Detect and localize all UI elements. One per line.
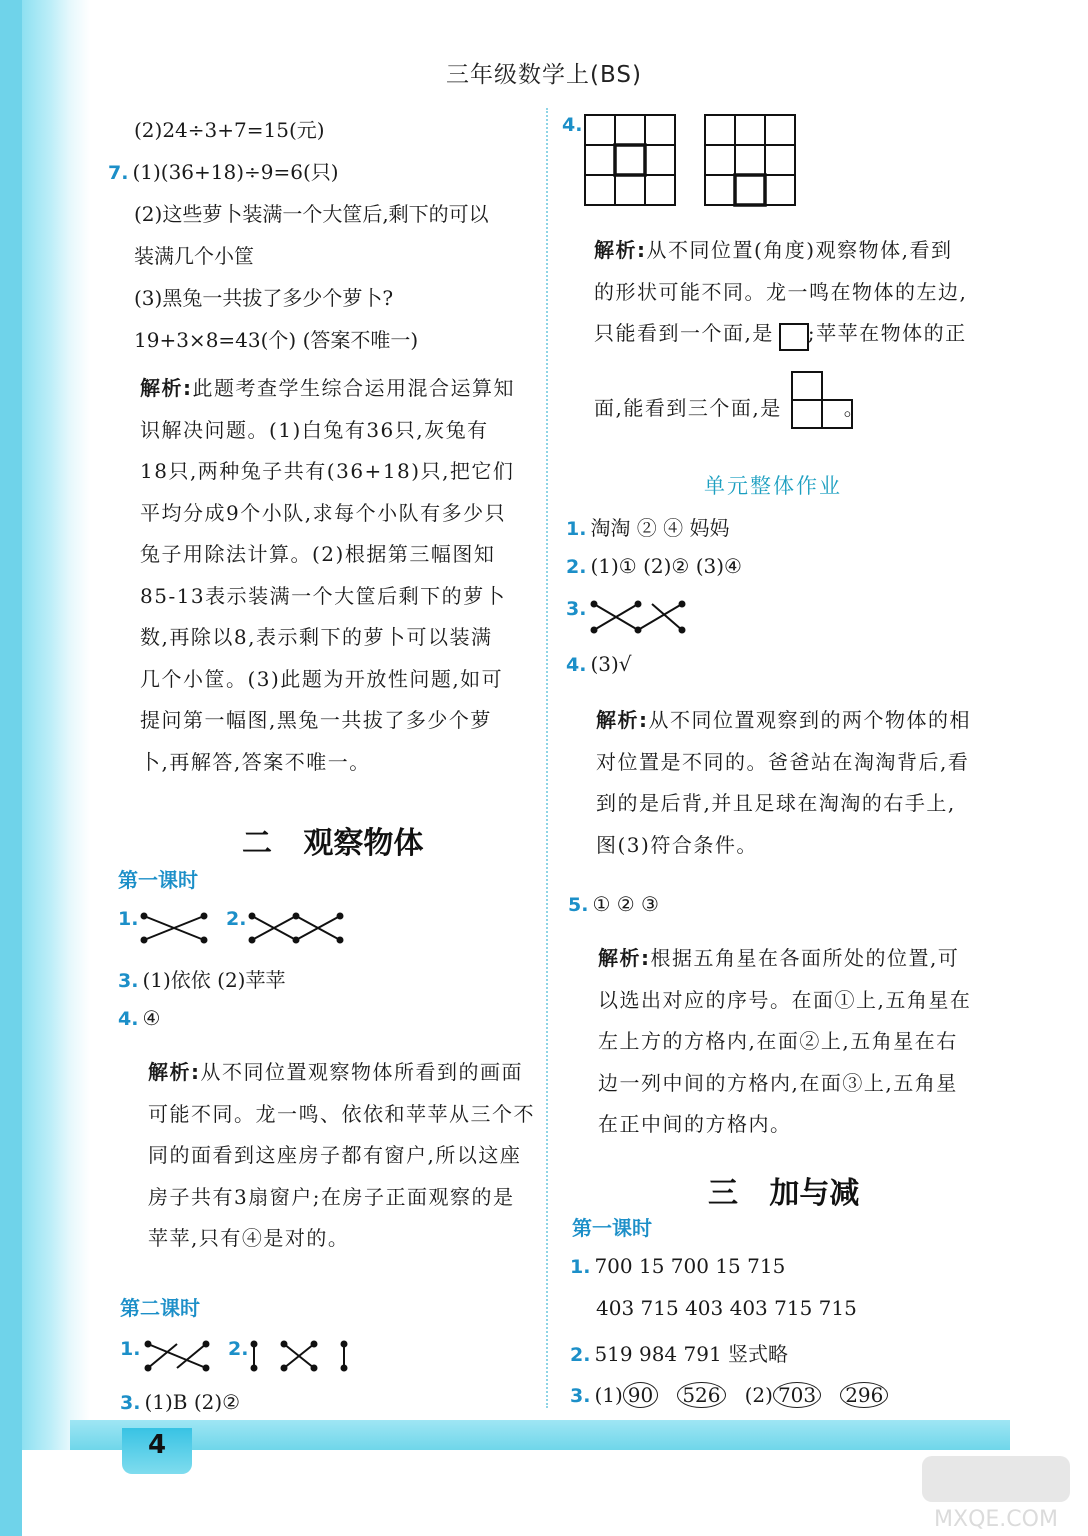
s2-q1-number: 1.: [118, 908, 139, 930]
u-q4-number: 4.: [566, 654, 587, 676]
left-decor-gradient: [22, 0, 70, 1450]
u-q1-answer: 淘淘 ② ④ 妈妈: [590, 516, 730, 540]
analysis-line: 识解决问题。(1)白兔有36只,灰兔有: [140, 417, 489, 442]
u-q2-number: 2.: [566, 556, 587, 578]
analysis-line: 数,再除以8,表示剩下的萝卜可以装满: [140, 625, 493, 649]
r-q4: [562, 112, 586, 136]
u-q2: [566, 554, 742, 578]
lesson-title-1: 第一课时: [118, 868, 198, 892]
q7-part2a: (2)这些萝卜装满一个大筐后,剩下的可以: [134, 202, 489, 226]
q7-part3: (3)黑兔一共拔了多少个萝卜?: [134, 286, 394, 310]
u-q2-answer: (1)① (2)② (3)④: [590, 554, 742, 578]
analysis-line: 可能不同。龙一鸣、依依和苹苹从三个不: [148, 1101, 535, 1126]
analysis-line: 兔子用除法计算。(2)根据第三幅图知: [140, 542, 496, 566]
analysis-line: 平均分成9个小队,求每个小队有多少只: [140, 500, 507, 525]
s3-q1-answer-a: 700 15 700 15 715: [594, 1254, 786, 1278]
page-header: 三年级数学上(BS): [446, 62, 642, 88]
s3-q2-number: 2.: [570, 1344, 591, 1366]
u-q4-answer: (3)√: [590, 652, 632, 676]
analysis-line: 此题考查学生综合运用混合运算知: [192, 376, 515, 400]
s2-q4-number: 4.: [118, 1008, 139, 1030]
circled-answer: 703: [773, 1382, 821, 1408]
analysis-line: 卜,再解答,答案不唯一。: [140, 749, 371, 774]
column-divider: [546, 108, 548, 1408]
circled-answer: 526: [677, 1382, 725, 1408]
analysis-line: 房子共有3扇窗户;在房子正面观察的是: [148, 1184, 515, 1209]
s2-q2-number: 2.: [226, 908, 247, 930]
s2-q3-number: 3.: [118, 970, 139, 992]
l2-q2-number: 2.: [228, 1338, 249, 1360]
q7-answer: 19+3×8=43(个) (答案不唯一): [134, 328, 419, 352]
matching-lines-3: [144, 1340, 210, 1372]
answer-line: (2)24÷3+7=15(元): [134, 118, 325, 142]
s2-q4-answer: ④: [142, 1006, 161, 1030]
s3-q2: [570, 1338, 788, 1367]
s2-q3-answer: (1)依依 (2)苹苹: [142, 968, 286, 992]
analysis-line: 对位置是不同的。爸爸站在淘淘背后,看: [596, 749, 970, 774]
analysis-block-5: [598, 938, 998, 1146]
three-face-figure: [790, 370, 854, 432]
r-q4-number: 4.: [562, 114, 583, 136]
analysis-line: 的形状可能不同。龙一鸣在物体的左边,: [594, 279, 968, 304]
l2-q3: [120, 1390, 240, 1414]
s3-q1-number: 1.: [570, 1256, 591, 1278]
analysis-label: 解析:: [596, 708, 649, 732]
analysis-line: 从不同位置观察到的两个物体的相: [648, 708, 971, 732]
analysis-line: 只能看到一个面,是: [594, 321, 774, 345]
u-q3: [566, 596, 590, 620]
matching-lines-4: [250, 1340, 350, 1372]
page-number: 4: [147, 1430, 167, 1460]
analysis-line: 18只,两种兔子共有(36+18)只,把它们: [140, 459, 515, 483]
analysis-line: 几个小筐。(3)此题为开放性问题,如可: [140, 666, 504, 691]
s2-q1: [118, 906, 142, 930]
lesson-title-2: 第二课时: [120, 1296, 200, 1320]
q7-part2b: 装满几个小筐: [134, 244, 254, 268]
circled-answer: 296: [840, 1382, 888, 1408]
s2-q2: [226, 906, 250, 930]
analysis-line: 同的面看到这座房子都有窗户,所以这座: [148, 1143, 522, 1167]
section-title-2: 二 观察物体: [242, 826, 424, 861]
s3-q3-number: 3.: [570, 1385, 591, 1407]
u-q5: [568, 892, 659, 916]
analysis-line: 从不同位置观察物体所看到的画面: [200, 1060, 523, 1084]
analysis-line: 到的是后背,并且足球在淘淘的右手上,: [596, 791, 956, 815]
analysis-line: 在正中间的方格内。: [598, 1112, 792, 1136]
s3-q1-answer-b: 403 715 403 403 715 715: [596, 1296, 857, 1320]
grid-figure-right: [704, 114, 796, 206]
q7-line: [108, 156, 339, 185]
analysis-line: 以选出对应的序号。在面①上,五角星在: [598, 987, 972, 1012]
bottom-decor-band: [70, 1420, 1010, 1450]
analysis-line: 面,能看到三个面,是: [594, 396, 782, 420]
matching-lines-5: [590, 600, 690, 634]
analysis-label: 解析:: [594, 238, 647, 262]
grid-figure-left: [584, 114, 676, 206]
s2-q4: [118, 1006, 160, 1030]
analysis-line: 。: [843, 396, 866, 420]
left-decor-band: [0, 0, 22, 1536]
analysis-block-4: [596, 700, 996, 866]
analysis-block-1: [140, 368, 540, 783]
u-q1-number: 1.: [566, 518, 587, 540]
u-q5-answer: ① ② ③: [592, 892, 659, 916]
single-face-figure: [778, 322, 812, 352]
s3-q1: [570, 1254, 785, 1278]
l2-q2: [228, 1336, 252, 1360]
analysis-label: 解析:: [140, 376, 193, 400]
q7-part1: (1)(36+18)÷9=6(只): [132, 160, 339, 184]
l2-q3-answer: (1)B (2)②: [144, 1390, 241, 1414]
u-q1: [566, 512, 730, 541]
s3-q3: [570, 1382, 888, 1408]
analysis-line: 根据五角星在各面所处的位置,可: [650, 946, 960, 970]
analysis-line: 从不同位置(角度)观察物体,看到: [646, 238, 953, 262]
l2-q3-number: 3.: [120, 1392, 141, 1414]
analysis-label: 解析:: [148, 1060, 201, 1084]
analysis-line: 提问第一幅图,黑兔一共拔了多少个萝: [140, 708, 492, 732]
section-title-3: 三 加与减: [708, 1176, 860, 1211]
s3-q3-part1-label: (1): [594, 1383, 623, 1407]
analysis-line: 左上方的方格内,在面②上,五角星在右: [598, 1029, 958, 1053]
unit-title: 单元整体作业: [704, 474, 842, 498]
q7-number: 7.: [108, 162, 129, 184]
analysis-line: 苹苹,只有④是对的。: [148, 1226, 350, 1250]
matching-lines-2: [248, 912, 348, 944]
lesson-title-3: 第一课时: [572, 1216, 652, 1240]
watermark-logo: [916, 1452, 1076, 1532]
svg-text:MXQE.COM: MXQE.COM: [934, 1507, 1058, 1532]
analysis-line: 85-13表示装满一个大筐后剩下的萝卜: [140, 583, 507, 608]
s3-q3-part2-label: (2): [744, 1383, 773, 1407]
circled-answer: 90: [623, 1382, 658, 1408]
analysis-line: 图(3)符合条件。: [596, 832, 758, 857]
matching-lines-1: [140, 912, 210, 944]
u-q5-number: 5.: [568, 894, 589, 916]
analysis-block-2: [148, 1052, 540, 1260]
analysis-line: 边一列中间的方格内,在面③上,五角星: [598, 1070, 958, 1095]
u-q4: [566, 652, 632, 676]
u-q3-number: 3.: [566, 598, 587, 620]
l2-q1: [120, 1336, 144, 1360]
s2-q3: [118, 964, 285, 993]
l2-q1-number: 1.: [120, 1338, 141, 1360]
s3-q2-answer: 519 984 791 竖式略: [594, 1342, 789, 1366]
analysis-line: ;苹苹在物体的正: [807, 321, 967, 345]
analysis-label: 解析:: [598, 946, 651, 970]
left-decor-fade: [70, 0, 90, 1440]
